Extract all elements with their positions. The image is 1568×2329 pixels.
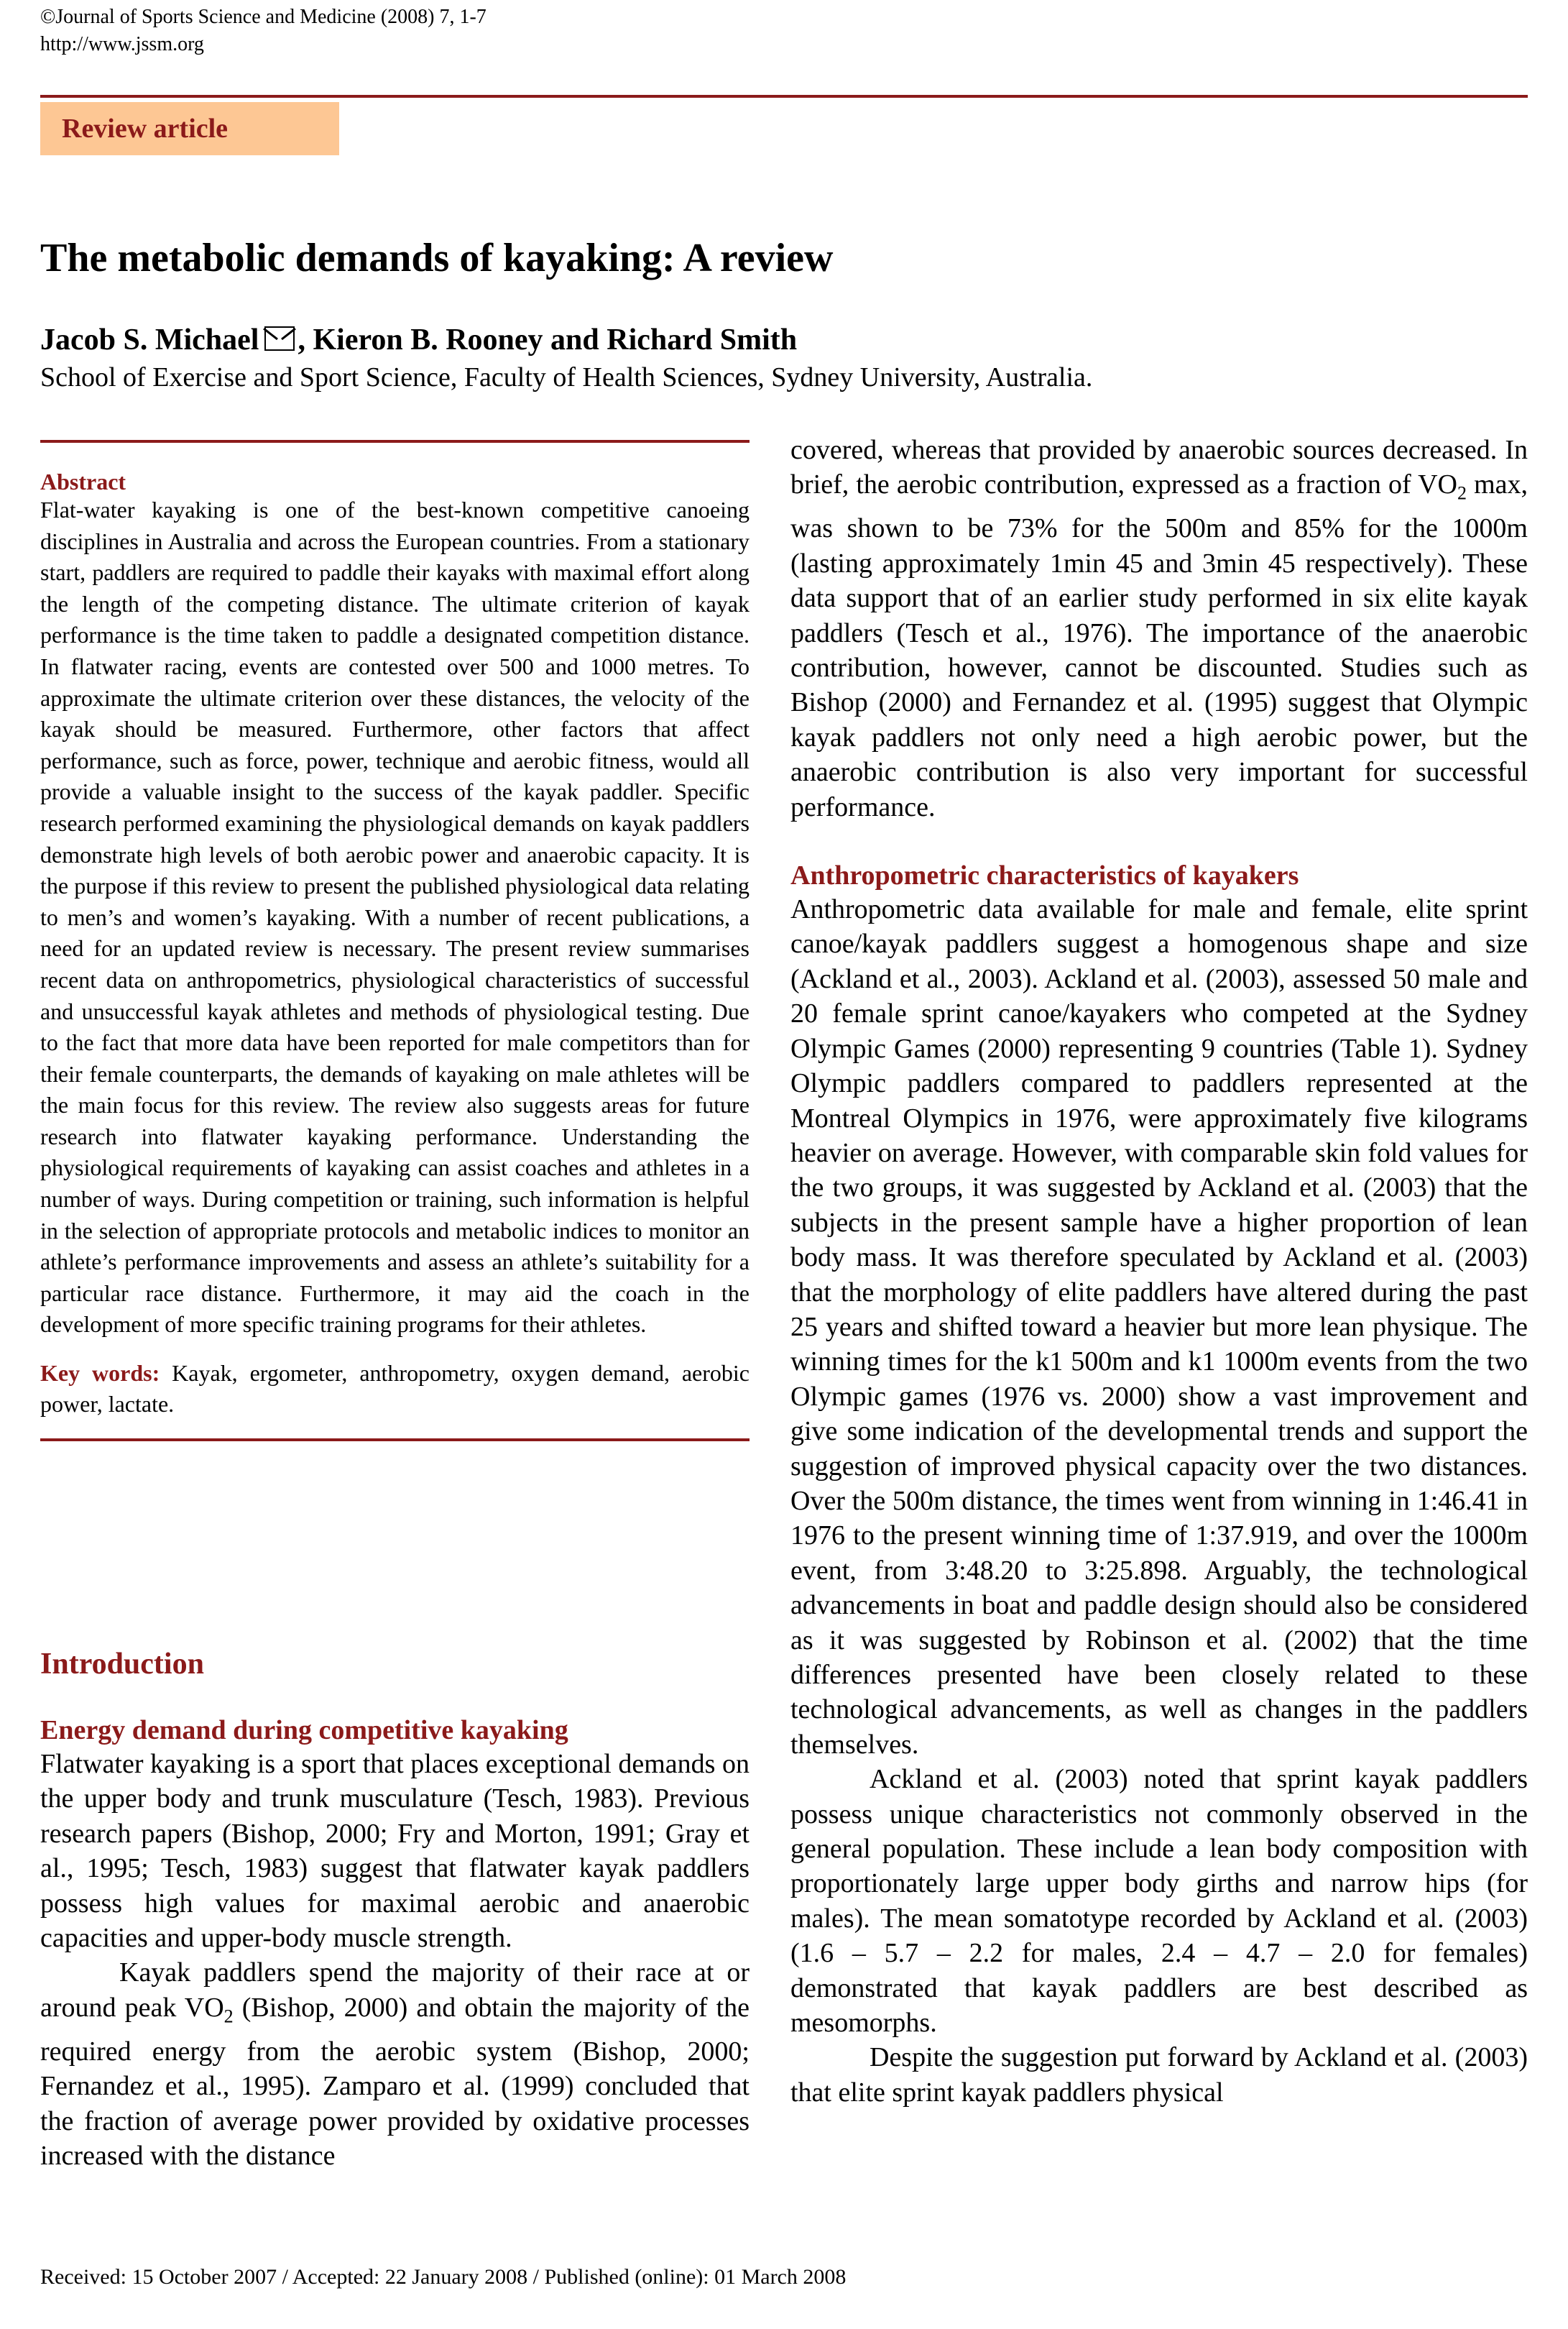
- intro-p2-text-b: (Bishop, 2000) and obtain the majority of the required energy from the aerobic system (Bishop, 2000; Fernandez et al., 1995). Zamparo et al. (1999) concluded that the fraction of average power provided by oxidative processes increased with the distance: [40, 1992, 750, 2172]
- introduction-heading: Introduction: [40, 1648, 204, 1681]
- keywords: [40, 1358, 750, 1420]
- envelope-icon[interactable]: [264, 326, 295, 351]
- abstract-text: Flat-water kayaking is one of the best-known competitive canoeing disciplines in Australia and across the European countries. From a stationary start, paddlers are required to paddle their kayaks with maximal effort along the length of the competing distance. The ultimate criterion of kayak performance is the time taken to paddle a designated competition distance. In flatwater racing, events are contested over 500 and 1000 metres. To approximate the ultimate criterion over these distances, the velocity of the kayak should be measured. Furthermore, other factors that affect performance, such as force, power, technique and aerobic fitness, would all provide a valuable insight to the success of the kayak paddler. Specific research performed examining the physiological demands on kayak paddlers demonstrate high levels of both aerobic power and anaerobic capacity. It is the purpose if this review to present the published physiological data relating to men’s and women’s kayaking. With a number of recent publications, a need for an updated review is necessary. The present review summarises recent data on anthropometrics, physiological characteristics of successful and unsuccessful kayak athletes and methods of physiological testing. Due to the fact that more data have been reported for male competitors than for their female counterparts, the demands of kayaking on male athletes will be the main focus for this review. The review also suggests areas for future research into flatwater kayaking performance. Understanding the physiological requirements of kayaking can assist coaches and athletes in a number of ways. During competition or training, such information is helpful in the selection of appropriate protocols and metabolic indices to monitor an athlete’s performance improvements and assess an athlete’s suitability for a particular race distance. Furthermore, it may aid the coach in the development of more specific training programs for their athletes.: [40, 497, 750, 1338]
- intro-p2-text-a: Kayak paddlers spend the majority of their race at or around peak VO: [40, 1957, 750, 2023]
- abstract-section: [40, 440, 750, 1441]
- left-column: [40, 1646, 750, 2173]
- abstract-heading: Abstract: [40, 469, 126, 495]
- header-rule: [40, 95, 1528, 98]
- journal-citation: ©Journal of Sports Science and Medicine (2008) 7, 1-7: [40, 6, 486, 28]
- abstract-bottom-rule: [40, 1438, 750, 1441]
- right-p1-subscript: 2: [1457, 483, 1467, 504]
- intro-p2-subscript: 2: [223, 2006, 234, 2027]
- intro-paragraph-2: [40, 1955, 750, 2173]
- first-author: Jacob S. Michael: [40, 323, 259, 357]
- right-paragraph-3: Ackland et al. (2003) noted that sprint kayak paddlers possess unique characteristics not commonly observed in the general population. These include a lean body composition with proportionately large upper body girths and narrow hips (for males). The mean somatotype recorded by Ackland et al. (2003) (1.6 – 5.7 – 2.2 for males, 2.4 – 4.7 – 2.0 for females) demonstrated that kayak paddlers are best described as mesomorphs.: [790, 1764, 1528, 2039]
- keywords-list: Kayak, ergometer, anthropometry, oxygen demand, aerobic power, lactate.: [40, 1360, 750, 1418]
- right-column: [790, 433, 1528, 2110]
- right-p1-text-a: covered, whereas that provided by anaerobic sources decreased. In brief, the aerobic contribution, expressed as a fraction of VO: [790, 435, 1528, 500]
- right-p1-text-b: max, was shown to be 73% for the 500m and 85% for the 1000m (lasting approximately 1min 45 and 3min 45 respectively). These data support that of an earlier study performed in six elite kayak paddlers (Tesch et al., 1976). The importance of the anaerobic contribution, however, cannot be discounted. Studies such as Bishop (2000) and Fernandez et al. (1995) suggest that Olympic kayak paddlers not only need a high aerobic power, but the anaerobic contribution is also very important for successful performance.: [790, 469, 1528, 822]
- energy-demand-heading: Energy demand during competitive kayaking: [40, 1715, 568, 1745]
- right-paragraph-2: Anthropometric data available for male and female, elite sprint canoe/kayak paddlers suggest a homogenous shape and size (Ackland et al., 2003). Ackland et al. (2003), assessed 50 male and 20 female sprint canoe/kayakers who competed at the Sydney Olympic Games (2000) representing 9 countries (Table 1). Sydney Olympic paddlers compared to paddlers represented at the Montreal Olympics in 1976, were approximately five kilograms heavier on average. However, with comparable skin fold values for the two groups, it was suggested by Ackland et al. (2003) that the subjects in the present sample have a higher proportion of lean body mass. It was therefore speculated by Ackland et al. (2003) that the morphology of elite paddlers have altered during the past 25 years and shifted toward a heavier but more lean physique. The winning times for the k1 500m and k1 1000m events from the two Olympic games (1976 vs. 2000) show a vast improvement and give some indication of the developmental trends and support the suggestion of improved physical capacity over the two distances. Over the 500m distance, the times went from winning in 1:46.41 in 1976 to the present winning time of 1:37.919, and over the 1000m event, from 3:48.20 to 3:25.898. Arguably, the technological advancements in boat and paddle design should also be considered as it was suggested by Robinson et al. (2002) that the time differences presented have been closely related to these technological advancements, as well as changes in the paddlers themselves.: [790, 894, 1528, 1760]
- affiliation: School of Exercise and Sport Science, Faculty of Health Sciences, Sydney University, Australia.: [40, 362, 1093, 392]
- anthropometric-heading: Anthropometric characteristics of kayakers: [790, 860, 1299, 891]
- right-paragraph-1: [790, 433, 1528, 824]
- author-line: [40, 322, 797, 358]
- other-authors: , Kieron B. Rooney and Richard Smith: [298, 323, 798, 357]
- right-paragraph-4: Despite the suggestion put forward by Ackland et al. (2003) that elite sprint kayak paddlers physical: [790, 2042, 1528, 2108]
- intro-paragraph-1: Flatwater kayaking is a sport that places exceptional demands on the upper body and trunk musculature (Tesch, 1983). Previous research papers (Bishop, 2000; Fry and Morton, 1991; Gray et al., 1995; Tesch, 1983) suggest that flatwater kayak paddlers possess high values for maximal aerobic and anaerobic capacities and upper-body muscle strength.: [40, 1749, 750, 1954]
- abstract-top-rule: [40, 440, 750, 443]
- journal-url[interactable]: http://www.jssm.org: [40, 33, 204, 55]
- publication-dates: Received: 15 October 2007 / Accepted: 22 January 2008 / Published (online): 01 March 2008: [40, 2265, 847, 2289]
- keywords-label: Key words:: [40, 1360, 160, 1387]
- article-type-badge: Review article: [40, 102, 339, 155]
- article-title: The metabolic demands of kayaking: A review: [40, 236, 834, 280]
